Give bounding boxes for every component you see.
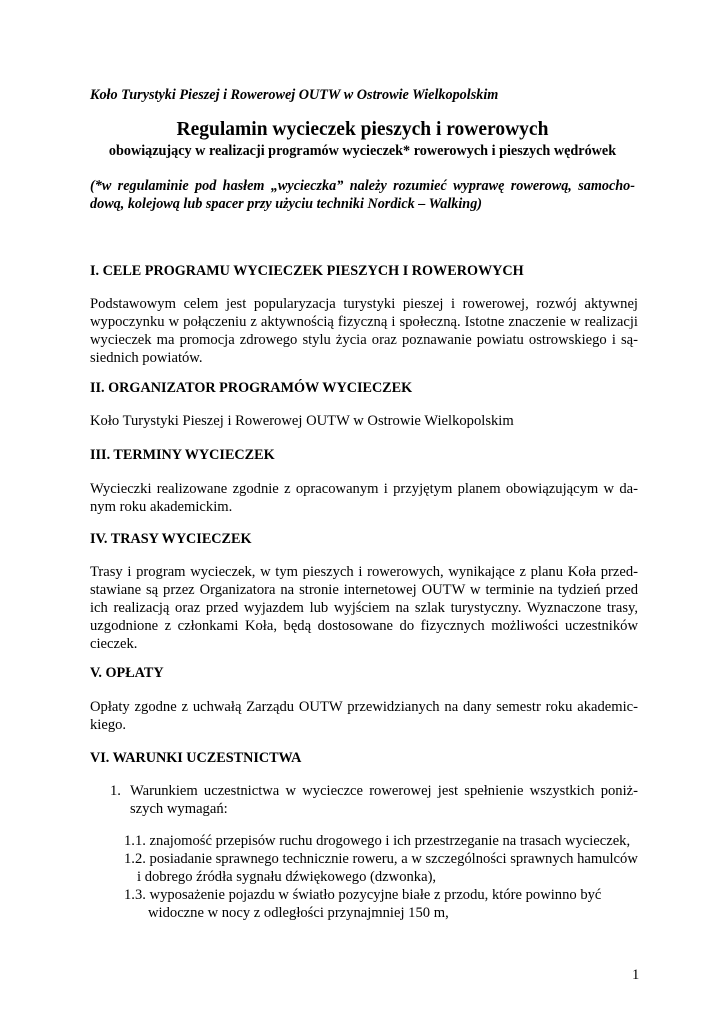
section-paragraph [90, 480, 638, 516]
sub-list-number: 1.1. [124, 833, 146, 849]
section-heading: V. OPŁATY [90, 665, 164, 681]
sub-list-item [124, 886, 638, 922]
text-line: Opłaty zgodne z uchwałą Zarządu OUTW przewidzianych na dany semestr roku akademic- [90, 699, 638, 715]
organization-name: Koło Turystyki Pieszej i Rowerowej OUTW w Ostrowie Wielkopolskim [90, 87, 499, 103]
text-line: ich realizacją oraz przed wyjazdem lub wyjściem na szlak turystyczny. Wyznaczone trasy, [90, 600, 638, 616]
text-line: kiego. [90, 717, 127, 733]
text-line: siednich powiatów. [90, 350, 203, 366]
sub-list-item [124, 832, 638, 850]
text-line: wypoczynku w połączeniu z aktywnością fizyczną i społeczną. Istotne znaczenie w realizacji [90, 314, 638, 330]
text-line: Trasy i program wycieczek, w tym pieszych i rowerowych, wynikające z planu Koła przed- [90, 564, 638, 580]
page-subtitle: obowiązujący w realizacji programów wycieczek* rowerowych i pieszych wędrówek [108, 143, 617, 159]
text-line: uzgodnione z członkami Koła, będą dostosowane do fizycznych możliwości uczestników [90, 618, 638, 634]
text-line: wycieczek ma promocja zdrowego stylu życia oraz poznawanie powiatu ostrowskiego i są- [90, 332, 638, 348]
text-line: stawiane są przez Organizatora na stronie internetowej OUTW w terminie na tydzień przed [90, 582, 638, 598]
text-line: nym roku akademickim. [90, 499, 233, 515]
page-number: 1 [632, 967, 640, 983]
list-item [110, 782, 638, 818]
text-line: Podstawowym celem jest popularyzacja turystyki pieszej i rowerowej, rozwój aktywnej [90, 296, 638, 312]
section-heading: II. ORGANIZATOR PROGRAMÓW WYCIECZEK [90, 380, 413, 396]
section-heading: III. TERMINY WYCIECZEK [90, 447, 275, 463]
text-line: Wycieczki realizowane zgodnie z opracowanym i przyjętym planem obowiązującym w da- [90, 481, 638, 497]
note-line: (*w regulaminie pod hasłem „wycieczka” należy rozumieć wyprawę rowerową, samocho- [90, 178, 635, 194]
sub-list-number: 1.3. [124, 887, 146, 903]
section-heading: VI. WARUNKI UCZESTNICTWA [90, 750, 302, 766]
text-line: cieczek. [90, 636, 138, 652]
text-line: wyposażenie pojazdu w światło pozycyjne białe z przodu, które powinno być [149, 887, 602, 903]
section-paragraph [90, 698, 638, 734]
section-heading: IV. TRASY WYCIECZEK [90, 531, 252, 547]
definition-note [90, 177, 635, 213]
sub-list-item [124, 850, 638, 886]
note-line: dową, kolejową lub spacer przy użyciu techniki Nordick – Walking) [90, 196, 483, 212]
text-line: Koło Turystyki Pieszej i Rowerowej OUTW w Ostrowie Wielkopolskim [90, 413, 514, 429]
section-paragraph [90, 412, 638, 430]
text-line: Warunkiem uczestnictwa w wycieczce rowerowej jest spełnienie wszystkich poniż- [130, 783, 638, 799]
text-line: widoczne w nocy z odległości przynajmniej 150 m, [148, 905, 449, 921]
sub-list-number: 1.2. [124, 851, 146, 867]
text-line: posiadanie sprawnego technicznie roweru, a w szczególności sprawnych hamulców [149, 851, 638, 867]
section-heading: I. CELE PROGRAMU WYCIECZEK PIESZYCH I ROWEROWYCH [90, 263, 524, 279]
text-line: szych wymagań: [130, 801, 228, 817]
list-number: 1. [110, 783, 121, 799]
section-paragraph [90, 295, 638, 367]
page-title: Regulamin wycieczek pieszych i rowerowych [176, 119, 549, 140]
section-paragraph [90, 563, 638, 653]
text-line: i dobrego źródła sygnału dźwiękowego (dzwonka), [137, 869, 437, 885]
text-line: znajomość przepisów ruchu drogowego i ich przestrzeganie na trasach wycieczek, [149, 833, 631, 849]
